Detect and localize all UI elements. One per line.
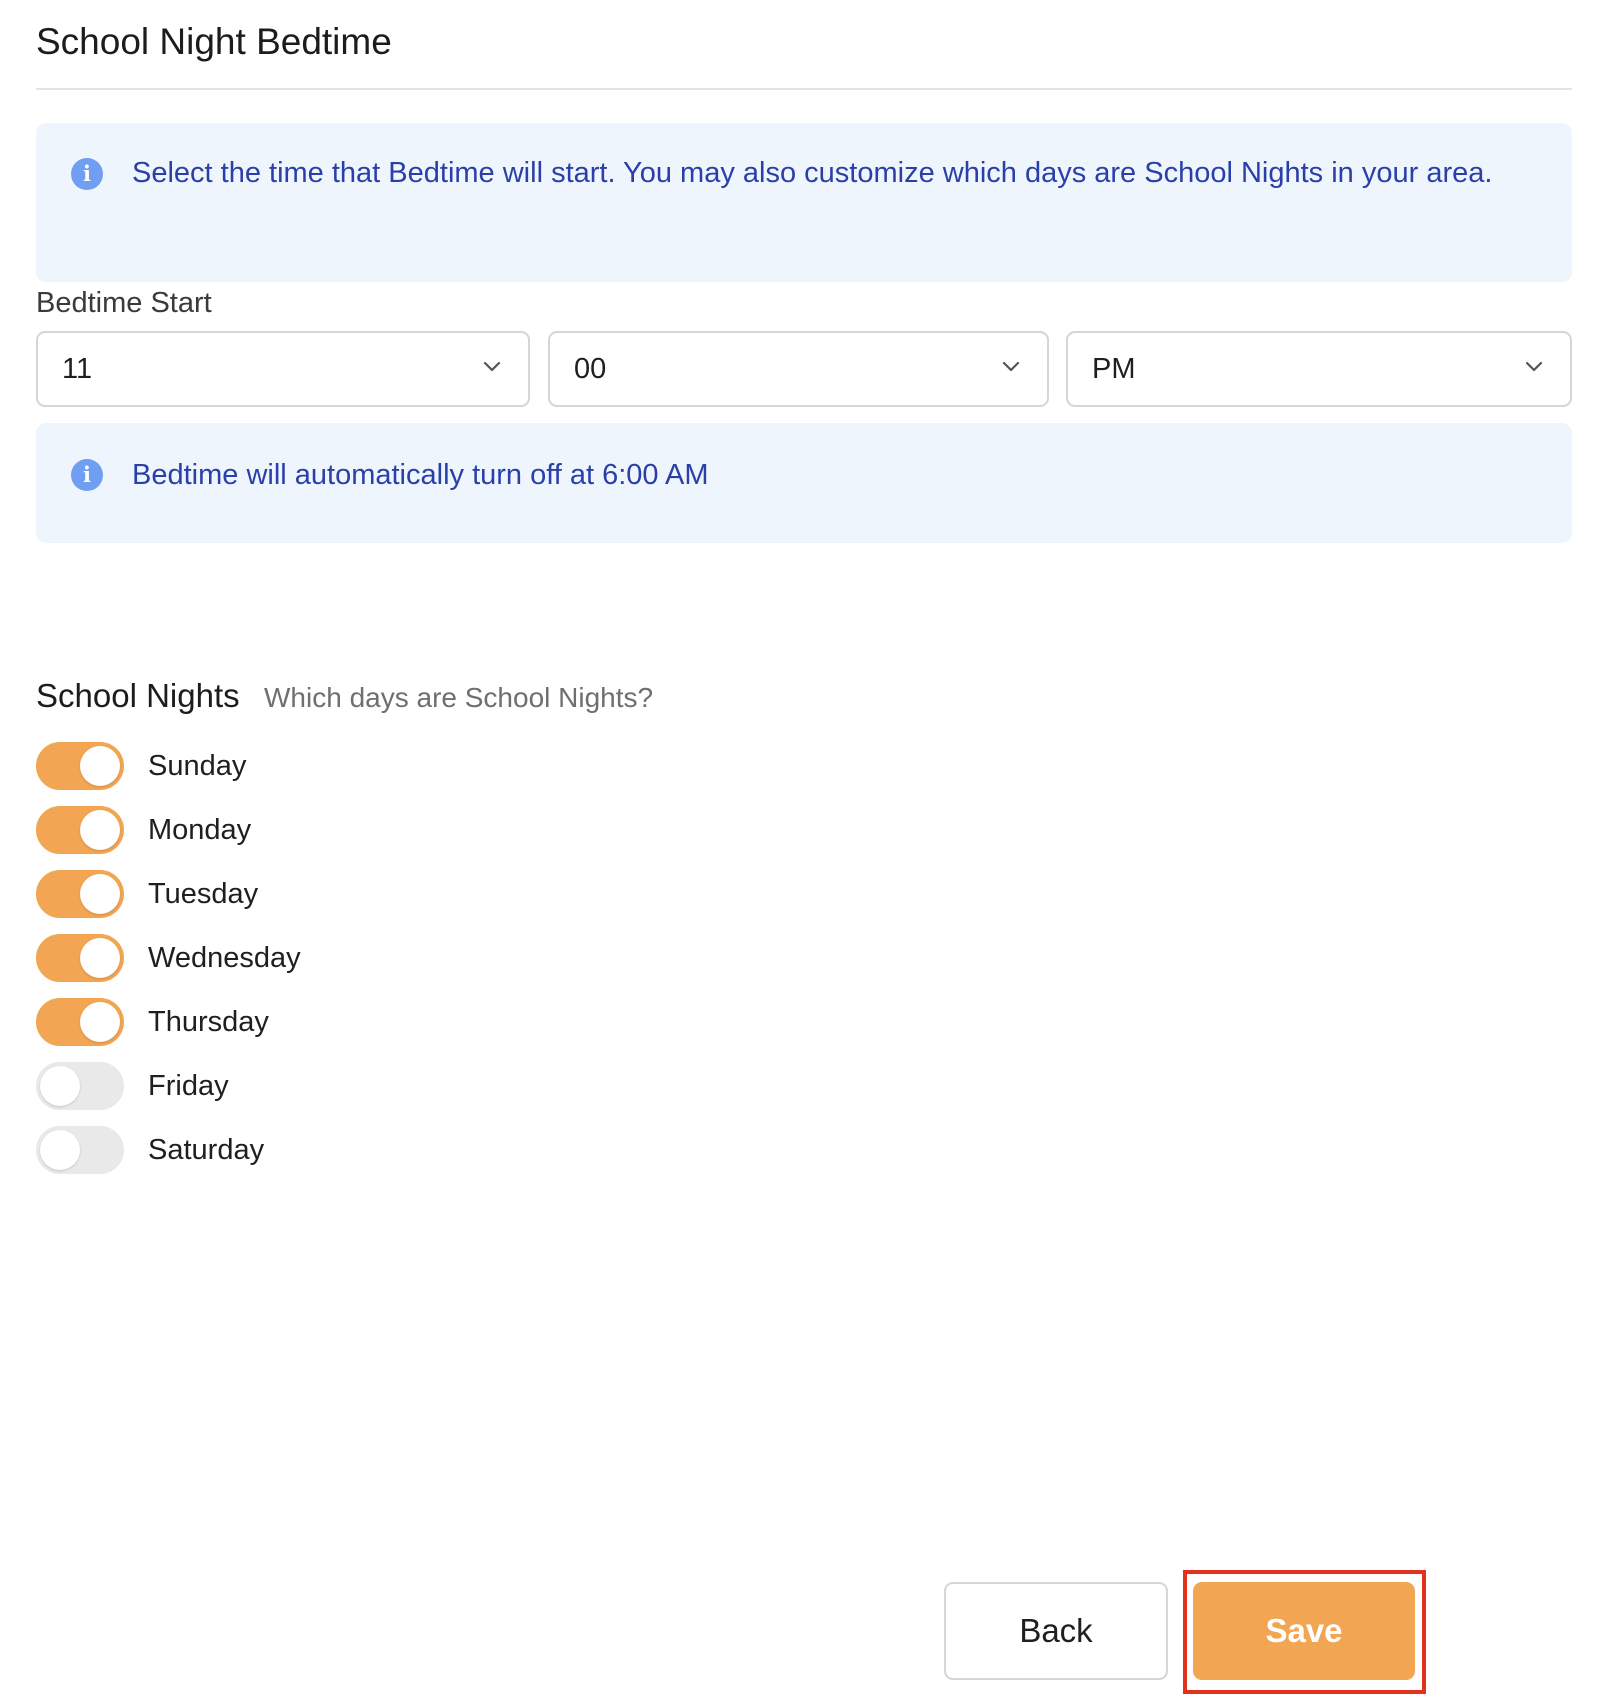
toggle-monday[interactable] [36,806,124,854]
chevron-down-icon [482,357,502,377]
toggle-knob [80,746,120,786]
info-icon: i [71,459,103,491]
bedtime-info-banner [36,123,1572,282]
day-label-monday: Monday [148,814,252,846]
page-title: School Night Bedtime [36,21,392,62]
back-button[interactable]: Back [944,1582,1168,1680]
save-button[interactable]: Save [1193,1582,1415,1680]
toggle-thursday[interactable] [36,998,124,1046]
toggle-tuesday[interactable] [36,870,124,918]
hour-select[interactable] [36,331,530,407]
auto-off-info-text: Bedtime will automatically turn off at 6:00 AM [132,459,709,491]
chevron-down-icon [1524,357,1544,377]
toggle-knob [80,874,120,914]
school-nights-subtitle: Which days are School Nights? [264,682,654,713]
day-label-tuesday: Tuesday [148,878,259,910]
day-label-wednesday: Wednesday [148,942,301,974]
day-label-thursday: Thursday [148,1006,269,1038]
toggle-wednesday[interactable] [36,934,124,982]
hour-select-value: 11 [62,353,93,385]
toggle-knob [40,1066,80,1106]
bedtime-info-text: Select the time that Bedtime will start. You may also customize which days are School Nights in your area. [132,157,1493,189]
minute-select-value: 00 [574,353,607,385]
toggle-friday[interactable] [36,1062,124,1110]
day-label-saturday: Saturday [148,1134,265,1166]
minute-select[interactable] [548,331,1049,407]
period-select-value: PM [1092,353,1136,385]
school-nights-title: School Nights [36,677,240,714]
day-label-friday: Friday [148,1070,229,1102]
toggle-sunday[interactable] [36,742,124,790]
chevron-down-icon [1001,357,1021,377]
toggle-knob [40,1130,80,1170]
period-select[interactable] [1066,331,1572,407]
auto-off-info-banner [36,423,1572,543]
toggle-knob [80,1002,120,1042]
day-label-sunday: Sunday [148,750,247,782]
bedtime-start-label: Bedtime Start [36,287,212,319]
title-divider [36,88,1572,90]
toggle-knob [80,810,120,850]
toggle-knob [80,938,120,978]
info-icon: i [71,158,103,190]
toggle-saturday[interactable] [36,1126,124,1174]
